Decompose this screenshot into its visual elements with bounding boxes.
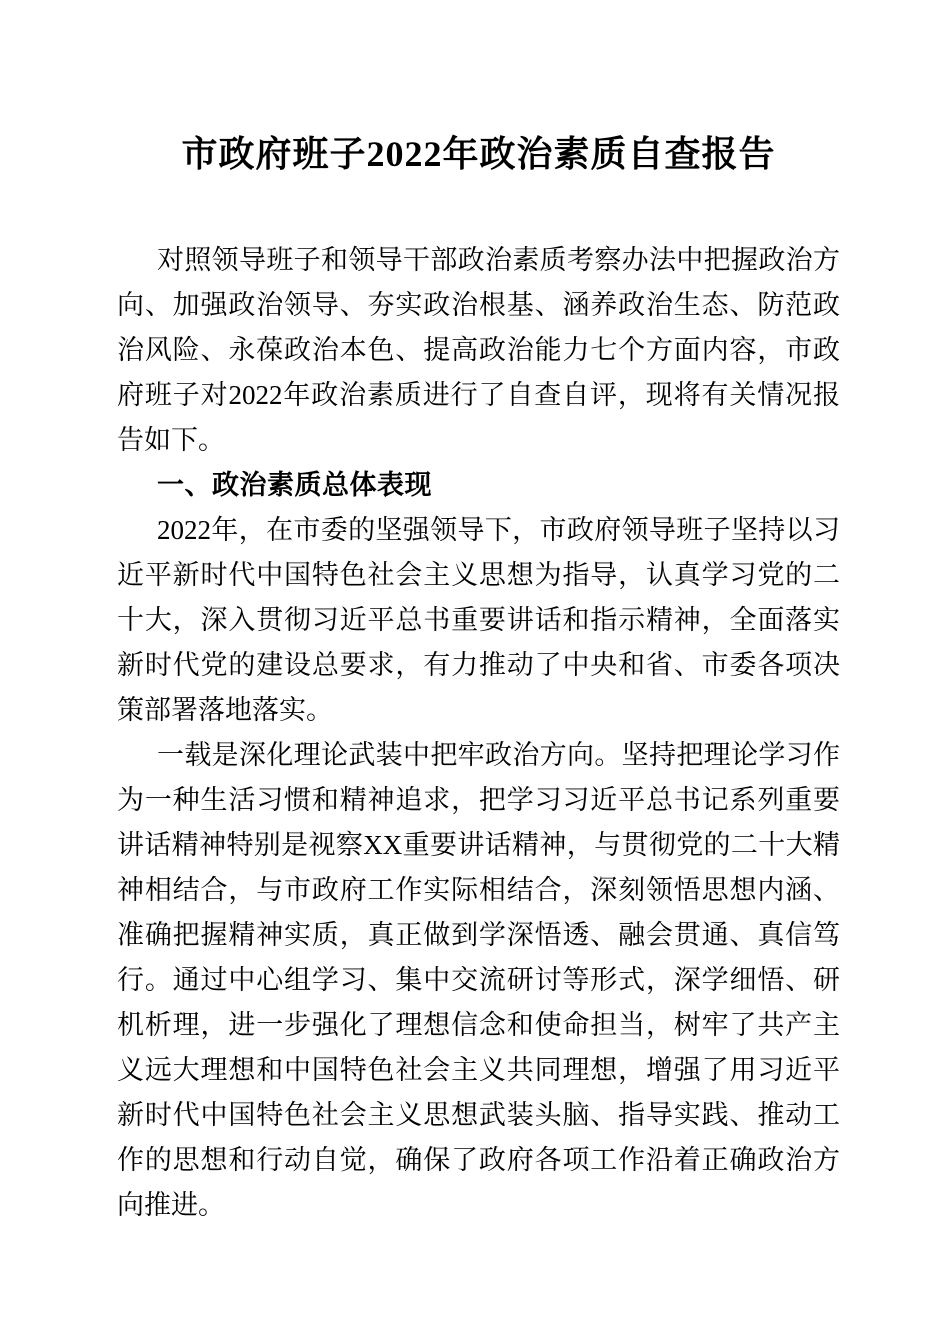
paragraph-theory-armament: 一载是深化理论武装中把牢政治方向。坚持把理论学习作为一种生活习惯和精神追求，把学习习近平总书记系列重要讲话精神特别是视察XX重要讲话精神，与贯彻党的二十大精神相结合，与市政府工作实际相结合，深刻领悟思想内涵、准确把握精神实质，真正做到学深悟透、融会贯通、真信笃行。通过中心组学习、集中交流研讨等形式，深学细悟、研机析理，进一步强化了理想信念和使命担当，树牢了共产主义远大理想和中国特色社会主义共同理想，增强了用习近平新时代中国特色社会主义思想武装头脑、指导实践、推动工作的思想和行动自觉，确保了政府各项工作沿着正确政治方向推进。: [117, 740, 840, 1220]
paragraph-intro: 对照领导班子和领导干部政治素质考察办法中把握政治方向、加强政治领导、夯实政治根基、涵养政治生态、防范政治风险、永葆政治本色、提高政治能力七个方面内容，市政府班子对2022年政治素质进行了自查自评，现将有关情况报告如下。: [117, 245, 840, 455]
paragraph-overall-performance: 2022年，在市委的坚强领导下，市政府领导班子坚持以习近平新时代中国特色社会主义思想为指导，认真学习党的二十大，深入贯彻习近平总书重要讲话和指示精神，全面落实新时代党的建设总要求，有力推动了中央和省、市委各项决策部署落地落实。: [117, 515, 840, 725]
section-heading-political-quality: 一、政治素质总体表现: [157, 470, 432, 500]
document-title: 市政府班子2022年政治素质自查报告: [181, 134, 776, 174]
